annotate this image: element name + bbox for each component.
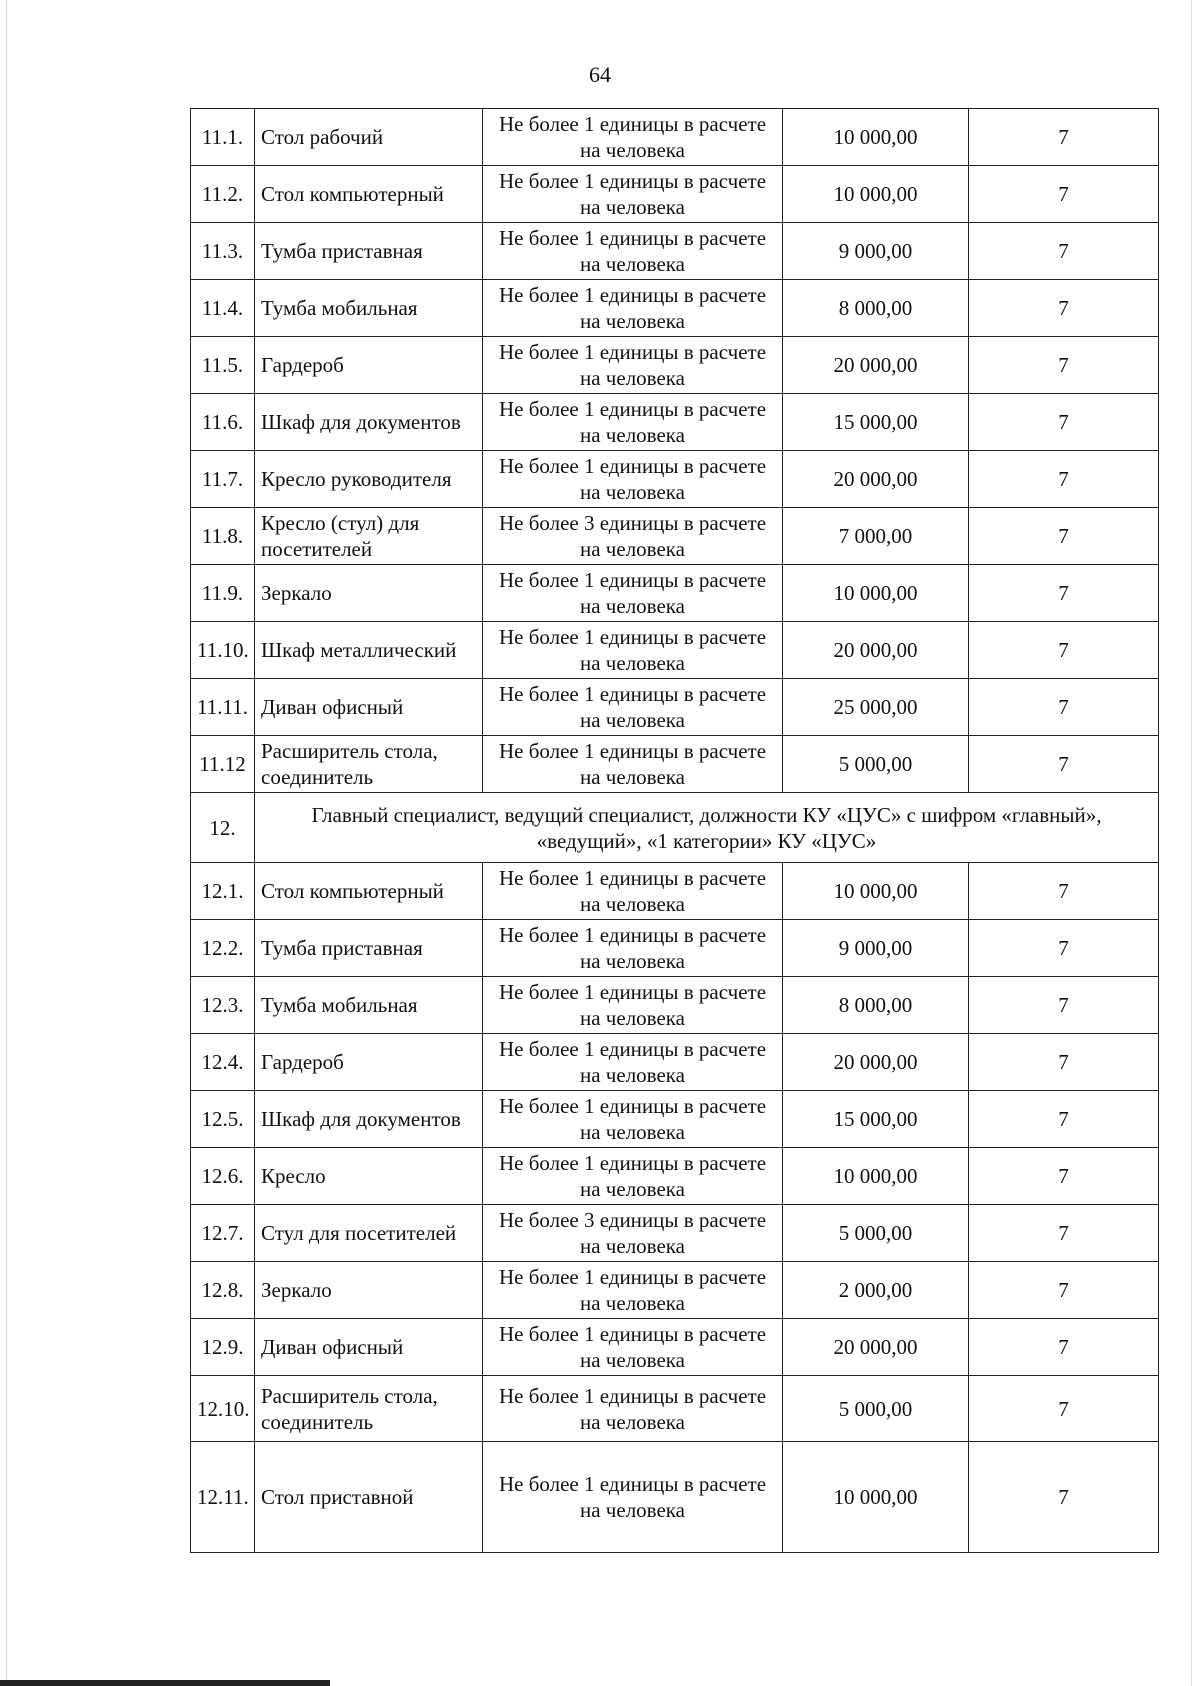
item-price: 20 000,00 xyxy=(783,451,969,508)
item-norm: Не более 1 единицы в расчете на человека xyxy=(483,679,783,736)
item-norm: Не более 1 единицы в расчете на человека xyxy=(483,1262,783,1319)
item-price: 20 000,00 xyxy=(783,1034,969,1091)
item-norm: Не более 1 единицы в расчете на человека xyxy=(483,166,783,223)
page-number: 64 xyxy=(589,62,611,87)
item-name: Расширитель стола, соединитель xyxy=(255,1376,483,1442)
item-name: Гардероб xyxy=(255,337,483,394)
item-name: Кресло (стул) для посетителей xyxy=(255,508,483,565)
item-number: 11.11. xyxy=(191,679,255,736)
item-name: Тумба приставная xyxy=(255,920,483,977)
table-row xyxy=(191,508,1159,565)
item-name: Диван офисный xyxy=(255,1319,483,1376)
item-name: Стол компьютерный xyxy=(255,166,483,223)
item-number: 11.2. xyxy=(191,166,255,223)
item-term: 7 xyxy=(969,565,1159,622)
item-norm: Не более 3 единицы в расчете на человека xyxy=(483,1205,783,1262)
item-price: 10 000,00 xyxy=(783,166,969,223)
item-price: 20 000,00 xyxy=(783,1319,969,1376)
item-name: Диван офисный xyxy=(255,679,483,736)
item-price: 2 000,00 xyxy=(783,1262,969,1319)
item-price: 5 000,00 xyxy=(783,1205,969,1262)
item-number: 12.4. xyxy=(191,1034,255,1091)
item-name: Зеркало xyxy=(255,565,483,622)
item-price: 10 000,00 xyxy=(783,1442,969,1553)
item-term: 7 xyxy=(969,736,1159,793)
item-name: Гардероб xyxy=(255,1034,483,1091)
item-price: 15 000,00 xyxy=(783,1091,969,1148)
item-number: 11.9. xyxy=(191,565,255,622)
item-term: 7 xyxy=(969,1148,1159,1205)
table-row xyxy=(191,166,1159,223)
item-term: 7 xyxy=(969,1091,1159,1148)
item-norm: Не более 1 единицы в расчете на человека xyxy=(483,1091,783,1148)
item-number: 12.10. xyxy=(191,1376,255,1442)
item-name: Тумба мобильная xyxy=(255,280,483,337)
item-number: 11.1. xyxy=(191,109,255,166)
item-term: 7 xyxy=(969,280,1159,337)
item-number: 12.3. xyxy=(191,977,255,1034)
table-body xyxy=(191,109,1159,1553)
item-norm: Не более 1 единицы в расчете на человека xyxy=(483,622,783,679)
table-row xyxy=(191,863,1159,920)
table-row xyxy=(191,920,1159,977)
table-row xyxy=(191,1376,1159,1442)
item-number: 11.5. xyxy=(191,337,255,394)
item-name: Стул для посетителей xyxy=(255,1205,483,1262)
item-norm: Не более 1 единицы в расчете на человека xyxy=(483,1442,783,1553)
item-price: 9 000,00 xyxy=(783,920,969,977)
item-name: Шкаф металлический xyxy=(255,622,483,679)
item-term: 7 xyxy=(969,223,1159,280)
item-norm: Не более 1 единицы в расчете на человека xyxy=(483,451,783,508)
item-number: 11.8. xyxy=(191,508,255,565)
item-norm: Не более 1 единицы в расчете на человека xyxy=(483,1148,783,1205)
item-term: 7 xyxy=(969,508,1159,565)
item-name: Тумба мобильная xyxy=(255,977,483,1034)
item-number: 11.10. xyxy=(191,622,255,679)
item-norm: Не более 1 единицы в расчете на человека xyxy=(483,280,783,337)
item-price: 15 000,00 xyxy=(783,394,969,451)
furniture-norms-table xyxy=(190,108,1159,1553)
item-price: 5 000,00 xyxy=(783,1376,969,1442)
item-norm: Не более 1 единицы в расчете на человека xyxy=(483,977,783,1034)
item-number: 12.1. xyxy=(191,863,255,920)
item-price: 25 000,00 xyxy=(783,679,969,736)
scan-edge-right xyxy=(1191,0,1192,1686)
item-price: 10 000,00 xyxy=(783,863,969,920)
item-norm: Не более 3 единицы в расчете на человека xyxy=(483,508,783,565)
table-row xyxy=(191,109,1159,166)
item-norm: Не более 1 единицы в расчете на человека xyxy=(483,920,783,977)
item-norm: Не более 1 единицы в расчете на человека xyxy=(483,1319,783,1376)
item-number: 12.5. xyxy=(191,1091,255,1148)
item-norm: Не более 1 единицы в расчете на человека xyxy=(483,736,783,793)
table-row xyxy=(191,1262,1159,1319)
item-term: 7 xyxy=(969,1442,1159,1553)
item-norm: Не более 1 единицы в расчете на человека xyxy=(483,109,783,166)
section-number: 12. xyxy=(191,793,255,863)
item-norm: Не более 1 единицы в расчете на человека xyxy=(483,394,783,451)
item-number: 12.9. xyxy=(191,1319,255,1376)
item-term: 7 xyxy=(969,337,1159,394)
item-norm: Не более 1 единицы в расчете на человека xyxy=(483,565,783,622)
item-name: Стол компьютерный xyxy=(255,863,483,920)
item-term: 7 xyxy=(969,394,1159,451)
table-row xyxy=(191,679,1159,736)
scan-edge-bottom xyxy=(0,1680,330,1686)
item-number: 12.6. xyxy=(191,1148,255,1205)
item-number: 11.12 xyxy=(191,736,255,793)
item-term: 7 xyxy=(969,109,1159,166)
table-row xyxy=(191,1148,1159,1205)
item-norm: Не более 1 единицы в расчете на человека xyxy=(483,1376,783,1442)
item-term: 7 xyxy=(969,1034,1159,1091)
item-number: 11.6. xyxy=(191,394,255,451)
table-row xyxy=(191,223,1159,280)
table-row xyxy=(191,565,1159,622)
item-name: Кресло руководителя xyxy=(255,451,483,508)
table-row xyxy=(191,1442,1159,1553)
item-norm: Не более 1 единицы в расчете на человека xyxy=(483,1034,783,1091)
item-number: 12.11. xyxy=(191,1442,255,1553)
item-term: 7 xyxy=(969,451,1159,508)
item-name: Стол рабочий xyxy=(255,109,483,166)
item-price: 9 000,00 xyxy=(783,223,969,280)
table-row xyxy=(191,280,1159,337)
item-price: 10 000,00 xyxy=(783,109,969,166)
section-title: Главный специалист, ведущий специалист, должности КУ «ЦУС» с шифром «главный», «ведущий», «1 категории» КУ «ЦУС» xyxy=(255,793,1159,863)
item-name: Шкаф для документов xyxy=(255,1091,483,1148)
item-number: 12.2. xyxy=(191,920,255,977)
table-row xyxy=(191,1034,1159,1091)
item-term: 7 xyxy=(969,1376,1159,1442)
table-row xyxy=(191,736,1159,793)
item-number: 11.7. xyxy=(191,451,255,508)
item-price: 10 000,00 xyxy=(783,565,969,622)
item-term: 7 xyxy=(969,977,1159,1034)
table-row xyxy=(191,451,1159,508)
item-term: 7 xyxy=(969,920,1159,977)
table-row xyxy=(191,977,1159,1034)
item-price: 7 000,00 xyxy=(783,508,969,565)
item-term: 7 xyxy=(969,863,1159,920)
item-price: 8 000,00 xyxy=(783,280,969,337)
item-name: Шкаф для документов xyxy=(255,394,483,451)
item-price: 8 000,00 xyxy=(783,977,969,1034)
table-row xyxy=(191,1319,1159,1376)
item-price: 5 000,00 xyxy=(783,736,969,793)
item-term: 7 xyxy=(969,1262,1159,1319)
scan-edge-left xyxy=(6,0,7,1686)
item-number: 12.7. xyxy=(191,1205,255,1262)
item-name: Зеркало xyxy=(255,1262,483,1319)
item-price: 10 000,00 xyxy=(783,1148,969,1205)
table-row xyxy=(191,394,1159,451)
item-number: 12.8. xyxy=(191,1262,255,1319)
item-term: 7 xyxy=(969,622,1159,679)
table-row xyxy=(191,1205,1159,1262)
table-row xyxy=(191,337,1159,394)
item-term: 7 xyxy=(969,1319,1159,1376)
item-name: Кресло xyxy=(255,1148,483,1205)
item-number: 11.4. xyxy=(191,280,255,337)
item-norm: Не более 1 единицы в расчете на человека xyxy=(483,223,783,280)
item-name: Стол приставной xyxy=(255,1442,483,1553)
item-price: 20 000,00 xyxy=(783,337,969,394)
item-name: Расширитель стола, соединитель xyxy=(255,736,483,793)
item-name: Тумба приставная xyxy=(255,223,483,280)
item-number: 11.3. xyxy=(191,223,255,280)
item-term: 7 xyxy=(969,679,1159,736)
item-term: 7 xyxy=(969,166,1159,223)
item-norm: Не более 1 единицы в расчете на человека xyxy=(483,863,783,920)
table-row xyxy=(191,622,1159,679)
item-price: 20 000,00 xyxy=(783,622,969,679)
item-norm: Не более 1 единицы в расчете на человека xyxy=(483,337,783,394)
table-row xyxy=(191,1091,1159,1148)
item-term: 7 xyxy=(969,1205,1159,1262)
section-row xyxy=(191,793,1159,863)
